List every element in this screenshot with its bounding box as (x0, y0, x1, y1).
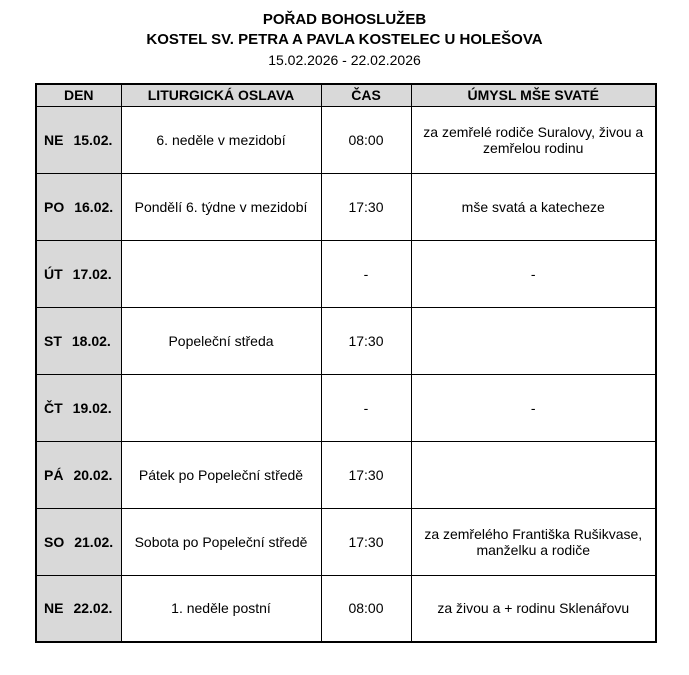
day-cell (36, 307, 121, 374)
celebration-cell: Pondělí 6. týdne v mezidobí (121, 173, 321, 240)
table-row (36, 374, 656, 441)
table-row (36, 441, 656, 508)
day-cell (36, 173, 121, 240)
table-row (36, 575, 656, 642)
time-cell: 17:30 (321, 307, 411, 374)
intention-cell: za živou a + rodinu Sklenářovu (411, 575, 656, 642)
celebration-cell: Sobota po Popeleční středě (121, 508, 321, 575)
celebration-cell: 1. neděle postní (121, 575, 321, 642)
celebration-cell (121, 240, 321, 307)
celebration-cell: Popeleční středa (121, 307, 321, 374)
day-date: 19.02. (72, 399, 112, 416)
intention-cell (411, 307, 656, 374)
day-cell (36, 240, 121, 307)
day-abbr: SO (44, 533, 65, 550)
table-row (36, 106, 656, 173)
time-cell: 08:00 (321, 575, 411, 642)
day-cell (36, 508, 121, 575)
intention-cell (411, 441, 656, 508)
day-date: 15.02. (73, 131, 113, 148)
intention-cell: za zemřelého Františka Rušikvase, manželku a rodiče (411, 508, 656, 575)
intention-cell: - (411, 374, 656, 441)
day-abbr: PO (44, 198, 65, 215)
day-abbr: PÁ (44, 466, 64, 483)
time-cell: 17:30 (321, 441, 411, 508)
church-name: KOSTEL SV. PETRA A PAVLA KOSTELEC U HOLEŠOVA (146, 31, 543, 48)
day-abbr: NE (44, 600, 64, 617)
day-date: 18.02. (71, 332, 111, 349)
date-range: 15.02.2026 - 22.02.2026 (268, 52, 421, 68)
column-header-celebration: LITURGICKÁ OSLAVA (121, 84, 321, 106)
time-cell: - (321, 374, 411, 441)
intention-cell: za zemřelé rodiče Suralovy, živou a zemřelou rodinu (411, 106, 656, 173)
table-row (36, 307, 656, 374)
column-header-intention: ÚMYSL MŠE SVATÉ (411, 84, 656, 106)
table-row (36, 240, 656, 307)
day-date: 20.02. (73, 466, 113, 483)
celebration-cell: 6. neděle v mezidobí (121, 106, 321, 173)
day-date: 21.02. (74, 533, 114, 550)
celebration-cell (121, 374, 321, 441)
schedule-body (36, 106, 656, 642)
time-cell: 17:30 (321, 173, 411, 240)
day-abbr: NE (44, 131, 64, 148)
day-abbr: ST (44, 332, 62, 349)
time-cell: 17:30 (321, 508, 411, 575)
day-date: 22.02. (73, 600, 113, 617)
time-cell: 08:00 (321, 106, 411, 173)
day-cell (36, 106, 121, 173)
table-row (36, 508, 656, 575)
time-cell: - (321, 240, 411, 307)
celebration-cell: Pátek po Popeleční středě (121, 441, 321, 508)
intention-cell: mše svatá a katecheze (411, 173, 656, 240)
table-header-row (36, 84, 656, 106)
page-title: POŘAD BOHOSLUŽEB (262, 11, 427, 28)
schedule-table (35, 83, 657, 643)
column-header-time: ČAS (321, 84, 411, 106)
day-cell (36, 374, 121, 441)
day-date: 17.02. (72, 265, 112, 282)
day-cell (36, 575, 121, 642)
column-header-day: DEN (36, 84, 121, 106)
table-row (36, 173, 656, 240)
day-abbr: ÚT (44, 265, 63, 282)
day-date: 16.02. (74, 198, 114, 215)
day-abbr: ČT (44, 399, 63, 416)
intention-cell: - (411, 240, 656, 307)
day-cell (36, 441, 121, 508)
document-header (0, 0, 689, 70)
